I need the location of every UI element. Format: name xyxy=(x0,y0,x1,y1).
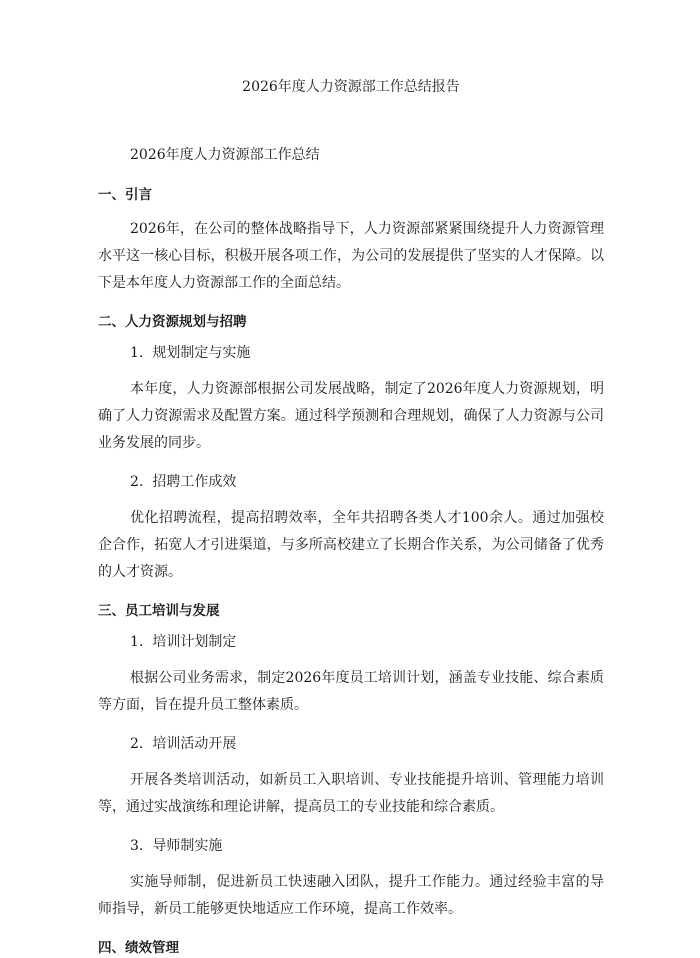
section-heading-training: 三、员工培训与发展 xyxy=(98,603,220,619)
document-title: 2026年度人力资源部工作总结报告 xyxy=(242,79,460,95)
subheading-label: 培训计划制定 xyxy=(152,634,237,650)
section-heading-planning-recruitment: 二、人力资源规划与招聘 xyxy=(98,314,247,330)
subheading-planning xyxy=(130,343,604,363)
subheading-number: 2. xyxy=(130,736,144,752)
paragraph-planning: 本年度，人力资源部根据公司发展战略，制定了2026年度人力资源规划，明确了人力资源需求及配置方案。通过科学预测和合理规划，确保了人力资源与公司业务发展的同步。 xyxy=(98,381,604,451)
paragraph-training-activities: 开展各类培训活动，如新员工入职培训、专业技能提升培训、管理能力培训等，通过实战演练和理论讲解，提高员工的专业技能和综合素质。 xyxy=(98,772,604,815)
document-subtitle: 2026年度人力资源部工作总结 xyxy=(130,147,320,163)
subheading-number: 2. xyxy=(130,474,144,490)
subheading-number: 3. xyxy=(130,838,144,854)
section-heading-introduction: 一、引言 xyxy=(98,187,152,203)
section-paragraph-introduction: 2026年，在公司的整体战略指导下，人力资源部紧紧围绕提升人力资源管理水平这一核心目标，积极开展各项工作，为公司的发展提供了坚实的人才保障。以下是本年度人力资源部工作的全面总结。 xyxy=(98,221,604,291)
paragraph-mentorship: 实施导师制，促进新员工快速融入团队，提升工作能力。通过经验丰富的导师指导，新员工能够更快地适应工作环境，提高工作效率。 xyxy=(98,874,604,917)
subheading-number: 1. xyxy=(130,345,144,361)
subheading-label: 规划制定与实施 xyxy=(152,345,251,361)
section-heading-performance: 四、绩效管理 xyxy=(98,940,179,956)
paragraph-training-plan: 根据公司业务需求，制定2026年度员工培训计划，涵盖专业技能、综合素质等方面，旨在提升员工整体素质。 xyxy=(98,670,604,713)
subheading-training-activities xyxy=(130,734,604,754)
subheading-recruitment xyxy=(130,472,604,492)
subheading-label: 培训活动开展 xyxy=(152,736,237,752)
subheading-label: 导师制实施 xyxy=(152,838,223,854)
paragraph-recruitment: 优化招聘流程，提高招聘效率，全年共招聘各类人才100余人。通过加强校企合作，拓宽人才引进渠道，与多所高校建立了长期合作关系，为公司储备了优秀的人才资源。 xyxy=(98,510,604,580)
subheading-number: 1. xyxy=(130,634,144,650)
subheading-mentorship xyxy=(130,836,604,856)
subheading-label: 招聘工作成效 xyxy=(152,474,237,490)
subheading-training-plan xyxy=(130,632,604,652)
